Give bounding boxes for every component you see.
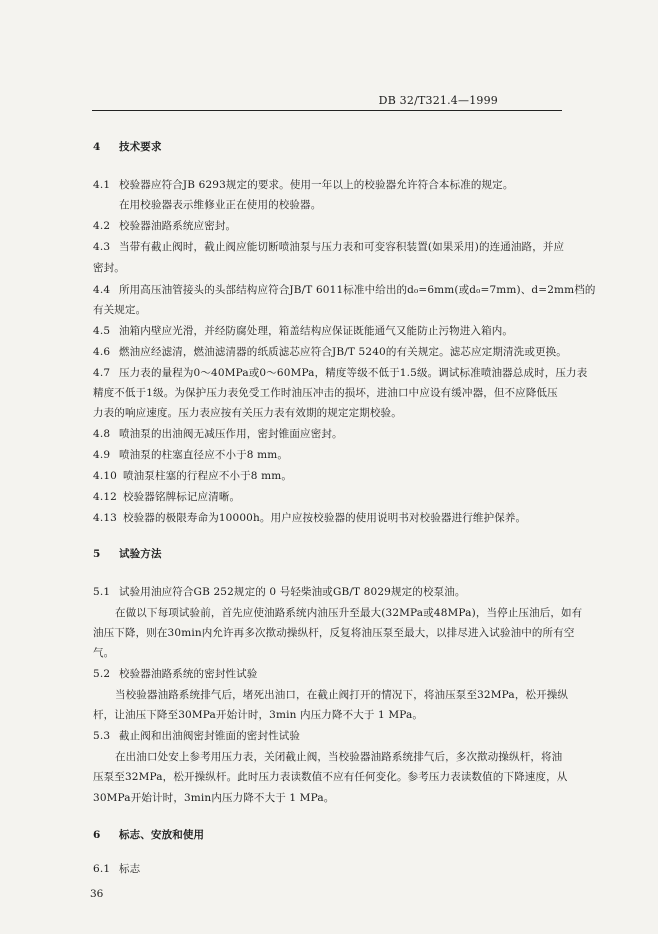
item-number: 4.3	[93, 241, 111, 253]
item-text: 当带有截止阀时，截止阀应能切断喷油泵与压力表和可变容积装置(如果采用)的连通油路，并应	[119, 241, 565, 253]
item-number: 4.5	[93, 325, 111, 337]
item-text: 校验器油路系统应密封。	[119, 220, 237, 232]
section-5-heading	[93, 547, 162, 561]
item-5-1-line-2: 在做以下每项试验前，首先应使油路系统内油压升至最大(32MPa或48MPa)，当停止压油后，如有	[115, 607, 583, 619]
section-4-heading	[93, 140, 162, 154]
item-text: 校验器铭牌标记应清晰。	[123, 491, 241, 503]
item-number: 4.1	[93, 179, 111, 191]
item-4-6	[93, 345, 567, 359]
item-4-4-line-2: 有关规定。	[93, 304, 147, 316]
item-text: 喷油泵的柱塞直径应不小于8 mm。	[119, 449, 288, 461]
item-text: 校验器油路系统的密封性试验	[119, 668, 258, 680]
item-text: 标志	[119, 863, 141, 875]
item-text: 所用高压油管接头的头部结构应符合JB/T 6011标准中给出的d₀=6mm(或d₀=7mm)、d=2mm档的	[119, 284, 596, 296]
item-4-5	[93, 324, 513, 338]
item-5-3	[93, 729, 300, 743]
item-4-2	[93, 219, 236, 233]
section-number: 5	[93, 548, 101, 560]
item-number: 5.3	[93, 730, 111, 742]
item-5-2	[93, 667, 257, 681]
item-5-1	[93, 585, 466, 599]
item-text: 燃油应经滤清，燃油滤清器的纸质滤芯应符合JB/T 5240的有关规定。滤芯应定期清洗或更换。	[119, 346, 567, 358]
item-number: 4.12	[93, 491, 117, 503]
item-text: 喷油泵柱塞的行程应不小于8 mm。	[123, 470, 292, 482]
item-4-3-line-2: 密封。	[93, 262, 125, 274]
section-title: 技术要求	[119, 141, 162, 153]
item-number: 5.2	[93, 668, 111, 680]
item-number: 4.7	[93, 367, 111, 379]
item-4-7-line-2: 精度不低于1级。为保护压力表免受工作时油压冲击的损坏，进油口中应设有缓冲器，但不应降低压	[93, 387, 558, 399]
item-number: 4.6	[93, 346, 111, 358]
item-text: 喷油泵的出油阀无减压作用，密封锥面应密封。	[119, 428, 343, 440]
item-text: 截止阀和出油阀密封锥面的密封性试验	[119, 730, 301, 742]
item-5-3-line-3: 压泵至32MPa，松开操纵杆。此时压力表读数值不应有任何变化。参考压力表读数值的下降速度，从	[93, 771, 568, 783]
item-number: 5.1	[93, 586, 111, 598]
item-text: 压力表的量程为0～40MPa或0～60MPa，精度等级不低于1.5级。调试标准喷油器总成时，压力表	[119, 367, 588, 379]
item-5-3-line-2: 在出油口处安上参考用压力表，关闭截止阀，当校验器油路系统排气后，多次揿动操纵杆，将油	[115, 751, 563, 763]
item-number: 6.1	[93, 863, 111, 875]
item-text: 油箱内壁应光滑，并经防腐处理，箱盖结构应保证既能通气又能防止污物进入箱内。	[119, 325, 514, 337]
item-number: 4.2	[93, 220, 111, 232]
item-number: 4.4	[93, 284, 111, 296]
item-6-1	[93, 862, 140, 876]
section-title: 试验方法	[119, 548, 162, 560]
section-title: 标志、安放和使用	[119, 829, 205, 841]
item-4-1-line-2: 在用校验器表示维修业正在使用的校验器。	[119, 199, 322, 211]
page-number: 36	[90, 888, 104, 900]
item-4-8	[93, 427, 343, 441]
item-4-7	[93, 366, 587, 380]
item-4-3	[93, 240, 564, 254]
item-number: 4.9	[93, 449, 111, 461]
standard-code: DB 32/T321.4—1999	[378, 94, 498, 107]
item-5-2-line-3: 杆，让油压下降至30MPa开始计时，3min 内压力降不大于 1 MPa。	[93, 709, 424, 721]
header-rule	[92, 110, 562, 111]
item-text: 校验器应符合JB 6293规定的要求。使用一年以上的校验器允许符合本标准的规定。	[119, 179, 514, 191]
section-number: 4	[93, 141, 101, 153]
item-4-10	[93, 469, 292, 483]
item-4-12	[93, 490, 240, 504]
item-4-1	[93, 178, 513, 192]
item-4-7-line-3: 力表的响应速度。压力表应按有关压力表有效期的规定定期校验。	[93, 407, 402, 419]
item-text: 试验用油应符合GB 252规定的 0 号轻柴油或GB/T 8029规定的校泵油。	[119, 586, 466, 598]
item-4-13	[93, 511, 526, 525]
item-number: 4.8	[93, 428, 111, 440]
item-4-4	[93, 283, 596, 297]
item-text: 校验器的极限寿命为10000h。用户应按校验器的使用说明书对校验器进行维护保养。	[123, 512, 527, 524]
item-5-3-line-4: 30MPa开始计时，3min内压力降不大于 1 MPa。	[93, 792, 335, 804]
item-number: 4.13	[93, 512, 117, 524]
item-4-9	[93, 448, 288, 462]
item-5-1-line-3: 油压下降，则在30min内允许再多次揿动操纵杆，反复将油压泵至最大，以排尽进入试验油中的所有空	[93, 627, 575, 639]
section-number: 6	[93, 829, 101, 841]
item-5-1-line-4: 气。	[93, 647, 115, 659]
section-6-heading	[93, 828, 204, 842]
item-number: 4.10	[93, 470, 117, 482]
item-5-2-line-2: 当校验器油路系统排气后，堵死出油口，在截止阀打开的情况下，将油压泵至32MPa，松开操纵	[115, 689, 569, 701]
